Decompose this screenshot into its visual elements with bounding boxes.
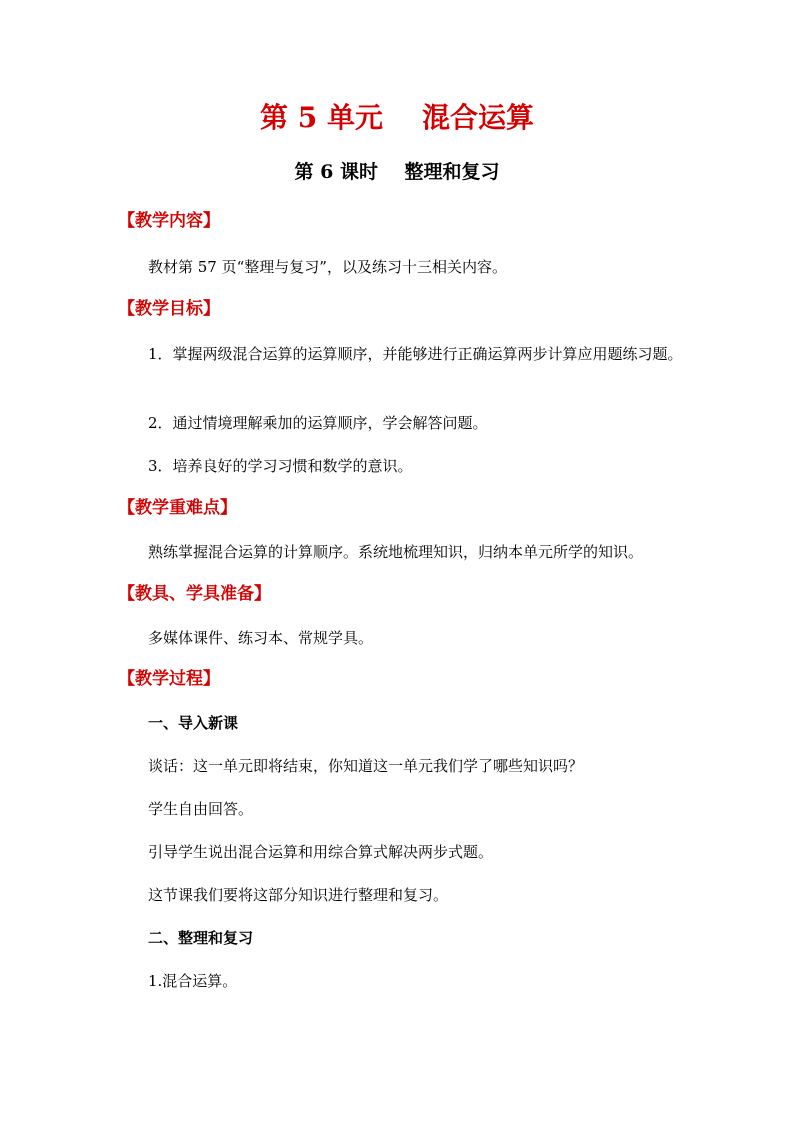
key-points-line: 熟练掌握混合运算的计算顺序。系统地梳理知识，归纳本单元所学的知识。 [148, 543, 644, 561]
process-subheading-review: 二、整理和复习 [148, 929, 254, 947]
process-subheading-intro: 一、导入新课 [148, 714, 239, 732]
lesson-subtitle: 第 6 课时 整理和复习 [294, 161, 500, 183]
section-heading-goals: 【教学目标】 [118, 299, 220, 319]
section-heading-key-points: 【教学重难点】 [118, 498, 237, 518]
process-line: 引导学生说出混合运算和用综合算式解决两步式题。 [148, 843, 494, 861]
section-heading-process: 【教学过程】 [118, 669, 220, 689]
unit-title: 第 5 单元 混合运算 [260, 101, 534, 134]
process-line: 1.混合运算。 [148, 972, 238, 990]
materials-line: 多媒体课件、练习本、常规学具。 [148, 629, 374, 647]
section-heading-content: 【教学内容】 [118, 211, 220, 231]
goal-item-3: 3．培养良好的学习习惯和数学的意识。 [148, 457, 413, 475]
content-line: 教材第 57 页“整理与复习”，以及练习十三相关内容。 [148, 258, 507, 276]
process-line: 学生自由回答。 [148, 800, 254, 818]
process-line: 谈话：这一单元即将结束，你知道这一单元我们学了哪些知识吗？ [148, 757, 584, 775]
goal-item-2: 2．通过情境理解乘加的运算顺序，学会解答问题。 [148, 414, 488, 432]
goal-item-1: 1．掌握两级混合运算的运算顺序，并能够进行正确运算两步计算应用题练习题。 [148, 345, 683, 363]
process-line: 这节课我们要将这部分知识进行整理和复习。 [148, 886, 449, 904]
section-heading-materials: 【教具、学具准备】 [118, 584, 271, 604]
